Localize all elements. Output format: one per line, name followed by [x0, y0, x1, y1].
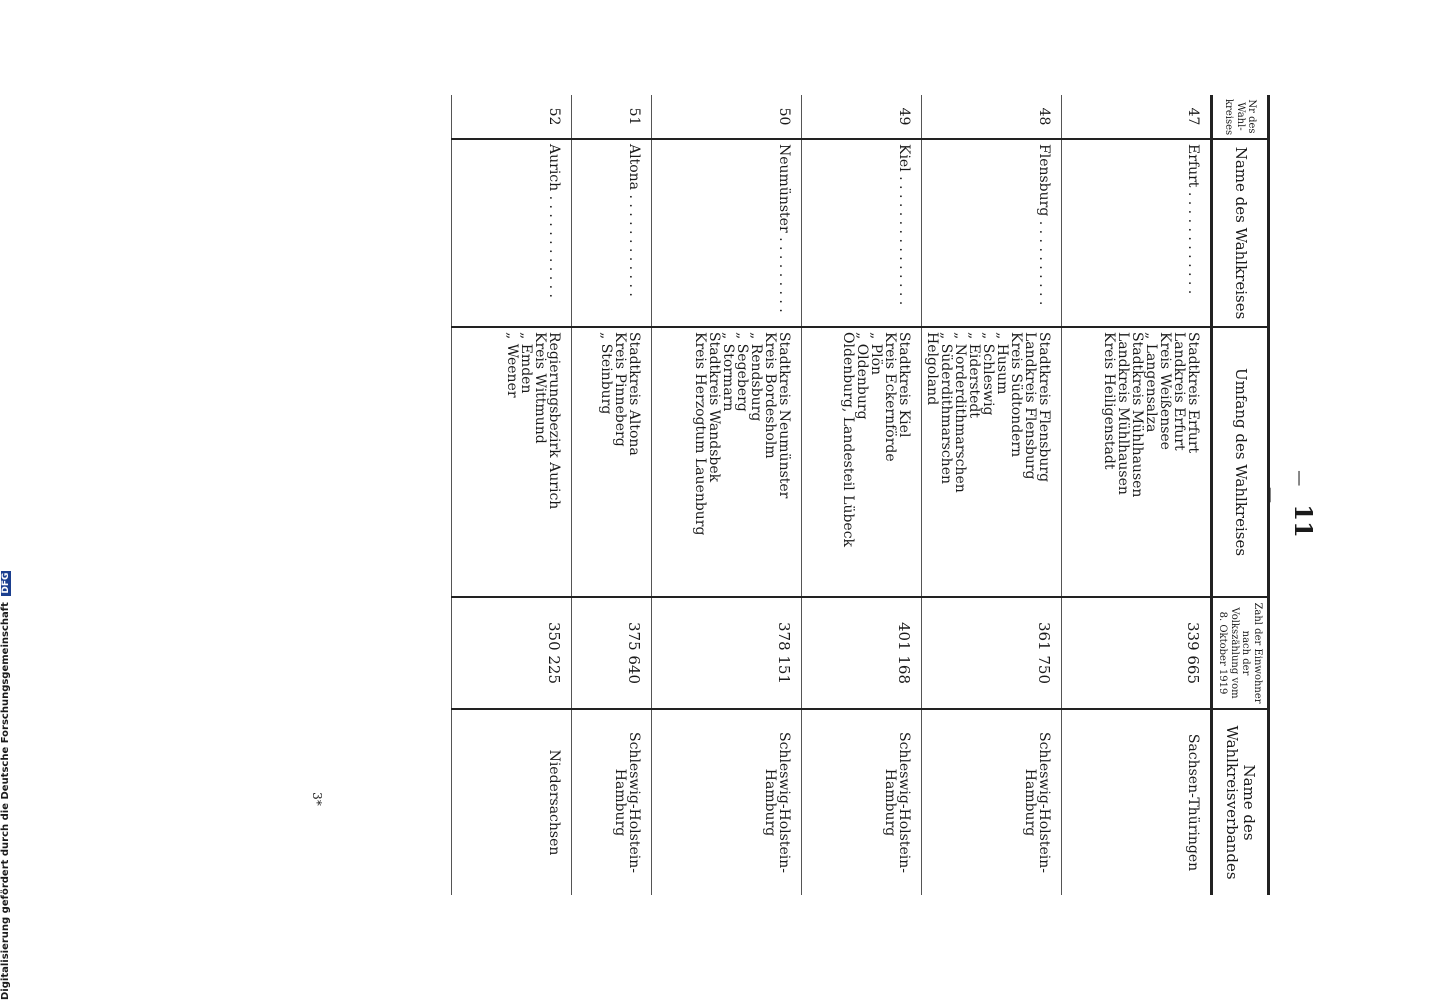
umfang-line: Kreis Pinneberg — [612, 332, 628, 447]
umfang-line: Landkreis Mühlhausen — [1115, 332, 1131, 495]
cell-nr: 49 — [802, 95, 922, 139]
umfang-line: Helgoland — [924, 332, 940, 406]
cell-name: Aurich . . . . . . . . . . . . — [452, 139, 572, 327]
umfang-line: „ Emden — [518, 332, 534, 394]
page-number: —11— — [1262, 470, 1318, 538]
header-umfang: Umfang des Wahlkreises — [1212, 327, 1269, 597]
cell-nr: 51 — [572, 95, 652, 139]
cell-name: Erfurt . . . . . . . . . . . . — [1062, 139, 1212, 327]
umfang-line: Kreis Heiligenstadt — [1101, 332, 1117, 470]
umfang-line: „ Plön — [868, 332, 884, 376]
digitization-note-text: Digitalisierung gefördert durch die Deutsche Forschungsgemeinschaft — [0, 602, 11, 1000]
cell-umfang — [802, 327, 922, 597]
umfang-line: „ Husum — [994, 332, 1010, 395]
cell-nr: 50 — [652, 95, 802, 139]
umfang-line: „ Rendsburg — [748, 332, 764, 422]
umfang-line: Stadtkreis Erfurt — [1185, 332, 1201, 454]
umfang-line: Kreis Weißensee — [1157, 332, 1173, 450]
table-row — [802, 95, 922, 895]
cell-name: Neumünster . . . . . . . . . — [652, 139, 802, 327]
cell-zahl: 378 151 — [652, 597, 802, 709]
cell-name: Flensburg . . . . . . . . . . — [922, 139, 1062, 327]
cell-verband: Sachsen-Thüringen — [1062, 709, 1212, 895]
umfang-line: „ Weener — [504, 332, 520, 398]
table-row — [1062, 95, 1212, 895]
header-verband: Name des Wahlkreisverbandes — [1212, 709, 1269, 895]
dfg-logo: DFG — [1, 572, 11, 594]
umfang-line: Kreis Wittmund — [532, 332, 548, 444]
table-row — [652, 95, 802, 895]
umfang-line: „ Norderdithmarschen — [952, 332, 968, 493]
cell-nr: 47 — [1062, 95, 1212, 139]
rotated-page — [110, 95, 1318, 895]
umfang-line: „ Stormarn — [720, 332, 736, 412]
cell-zahl: 339 665 — [1062, 597, 1212, 709]
umfang-line: Stadtkreis Altona — [626, 332, 642, 456]
cell-umfang — [652, 327, 802, 597]
header-nr: Nr des Wahl-kreises — [1212, 95, 1269, 139]
umfang-line: Stadtkreis Kiel — [896, 332, 912, 438]
umfang-line: Landkreis Flensburg — [1022, 332, 1038, 480]
umfang-line: Regierungsbezirk Aurich — [546, 332, 562, 510]
cell-zahl: 361 750 — [922, 597, 1062, 709]
cell-verband: Schleswig-Holstein-Hamburg — [652, 709, 802, 895]
umfang-line: Oldenburg, Landesteil Lübeck — [840, 332, 856, 548]
cell-verband: Schleswig-Holstein-Hamburg — [802, 709, 922, 895]
umfang-line: Kreis Südtondern — [1008, 332, 1024, 458]
footer-mark: 3* — [309, 792, 324, 806]
digitization-note — [0, 572, 18, 1000]
umfang-line: „ Schleswig — [980, 332, 996, 416]
umfang-line: Kreis Eckernförde — [882, 332, 898, 462]
umfang-line: „ Süderdithmarschen — [938, 332, 954, 484]
cell-umfang — [572, 327, 652, 597]
header-zahl: Zahl der Einwohner nach der Volkszählung vom 8. Oktober 1919 — [1212, 597, 1269, 709]
cell-nr: 52 — [452, 95, 572, 139]
table-row — [452, 95, 572, 895]
table-row — [572, 95, 652, 895]
umfang-line: Kreis Bordesholm — [762, 332, 778, 459]
umfang-line: „ Steinburg — [598, 332, 614, 415]
cell-zahl: 375 640 — [572, 597, 652, 709]
wahlkreis-table — [451, 95, 1270, 895]
table-row — [922, 95, 1062, 895]
cell-verband: Schleswig-Holstein-Hamburg — [572, 709, 652, 895]
umfang-line: Stadtkreis Flensburg — [1036, 332, 1052, 483]
cell-zahl: 350 225 — [452, 597, 572, 709]
umfang-line: „ Oldenburg — [854, 332, 870, 420]
cell-verband: Schleswig-Holstein-Hamburg — [922, 709, 1062, 895]
cell-verband: Niedersachsen — [452, 709, 572, 895]
table-header-row — [1212, 95, 1269, 895]
cell-zahl: 401 168 — [802, 597, 922, 709]
cell-umfang — [452, 327, 572, 597]
umfang-line: Stadtkreis Wandsbek — [706, 332, 722, 483]
umfang-line: Kreis Herzogtum Lauenburg — [692, 332, 708, 536]
cell-nr: 48 — [922, 95, 1062, 139]
cell-umfang — [1062, 327, 1212, 597]
cell-umfang — [922, 327, 1062, 597]
header-name: Name des Wahlkreises — [1212, 139, 1269, 327]
umfang-line: Stadtkreis Neumünster — [776, 332, 792, 499]
cell-name: Kiel . . . . . . . . . . . . . . . — [802, 139, 922, 327]
umfang-line: „ Langensalza — [1143, 332, 1159, 433]
umfang-line: „ Segeberg — [734, 332, 750, 412]
umfang-line: Landkreis Erfurt — [1171, 332, 1187, 451]
umfang-line: Stadtkreis Mühlhausen — [1129, 332, 1145, 498]
cell-name: Altona . . . . . . . . . . . . — [572, 139, 652, 327]
umfang-line: „ Eiderstedt — [966, 332, 982, 419]
